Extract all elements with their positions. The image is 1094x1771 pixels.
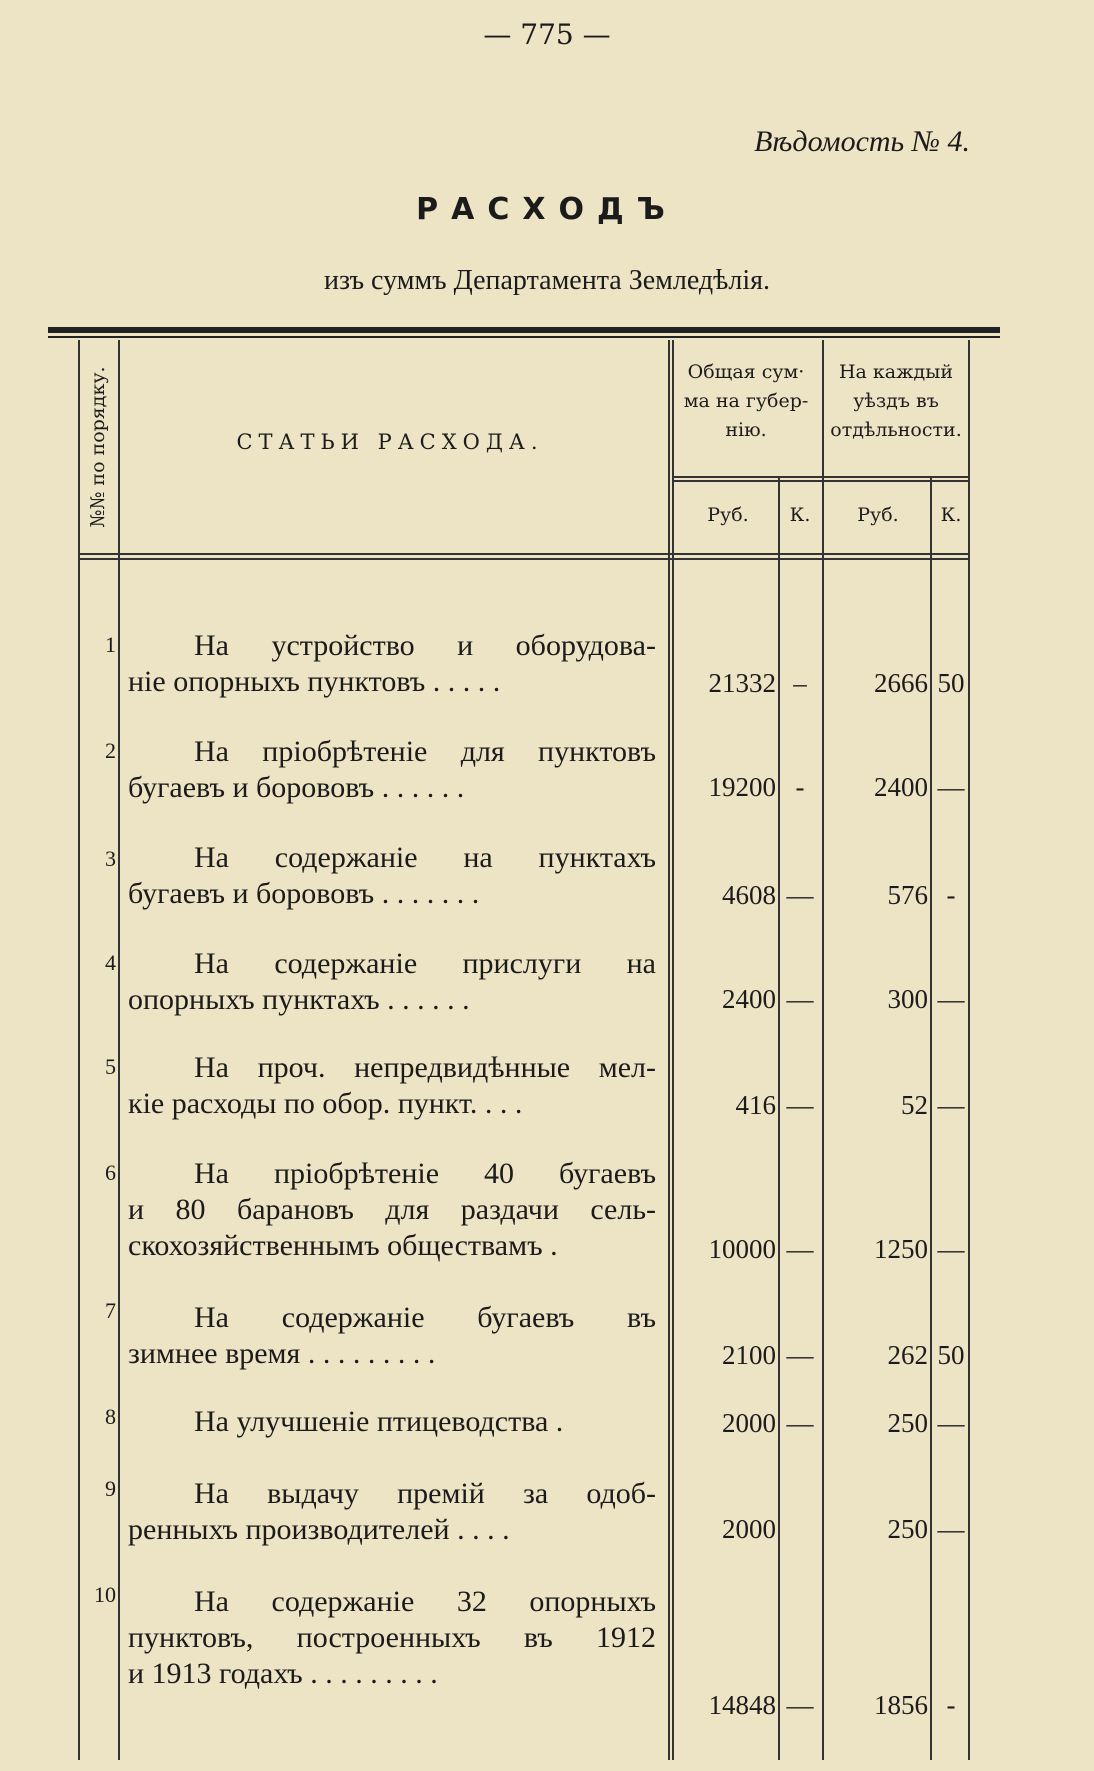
uezd-rub: 250	[887, 1408, 928, 1438]
row-description	[128, 1050, 656, 1122]
statement-label: Вѣдомость № 4.	[754, 125, 970, 158]
grid-line	[78, 558, 968, 560]
top-rule-thin	[48, 336, 1000, 338]
row-description	[128, 1156, 656, 1264]
uezd-rub: 2666	[874, 668, 928, 698]
total-rub: 2100	[722, 1340, 776, 1370]
row-description	[128, 1584, 656, 1692]
uezd-kop: —	[937, 1234, 965, 1264]
description-line: и 1913 годахъ . . . . . . . . .	[128, 1657, 438, 1690]
description-line: ренныхъ производителей . . . .	[128, 1513, 510, 1546]
row-description	[128, 1300, 656, 1372]
row-number: 4	[105, 950, 116, 975]
uezd-kop: -	[946, 1690, 956, 1720]
uezd-kop: —	[937, 1514, 965, 1544]
header-total-line: нію.	[725, 419, 767, 441]
description-line: скохозяйственнымъ обществамъ .	[128, 1229, 558, 1262]
header-rub-total: Руб.	[707, 504, 749, 526]
document-subtitle: изъ суммъ Департамента Земледѣлія.	[324, 265, 770, 296]
description-line: На пріобрѣтеніе 40 бугаевъ	[194, 1157, 656, 1190]
uezd-rub: 576	[887, 880, 928, 910]
total-rub: 416	[735, 1090, 776, 1120]
uezd-rub: 2400	[874, 772, 928, 802]
description-line: ніе опорныхъ пунктовъ . . . . .	[128, 665, 501, 698]
grid-line	[672, 480, 968, 482]
total-kop: —	[786, 984, 814, 1014]
grid-line	[930, 476, 932, 1760]
total-rub: 21332	[708, 668, 776, 698]
uezd-kop: 50	[937, 668, 965, 698]
header-total-line: ма на губер-	[683, 390, 809, 412]
uezd-kop: —	[937, 1090, 965, 1120]
uezd-kop: —	[937, 772, 965, 802]
header-row-number-text: №№ по порядку.	[87, 366, 109, 528]
grid-line	[78, 340, 80, 1760]
description-line: На выдачу премій за одоб-	[194, 1477, 656, 1510]
header-kop-uezd: К.	[940, 504, 962, 526]
grid-line	[118, 340, 120, 1760]
grid-line	[778, 476, 780, 1760]
header-total	[672, 358, 820, 445]
grid-line	[78, 553, 968, 555]
total-rub: 10000	[708, 1234, 776, 1264]
total-kop: –	[793, 668, 807, 698]
header-kop-total: К.	[789, 504, 811, 526]
row-description	[128, 840, 656, 912]
description-line: и 80 барановъ для раздачи сель-	[128, 1193, 656, 1226]
uezd-kop: -	[946, 880, 956, 910]
uezd-kop: —	[937, 1408, 965, 1438]
header-uezd	[826, 358, 966, 445]
description-line: На содержаніе на пунктахъ	[194, 841, 656, 874]
uezd-rub: 300	[887, 984, 928, 1014]
header-articles: СТАТЬИ РАСХОДА.	[236, 430, 544, 454]
description-line: На проч. непредвидѣнные мел-	[194, 1051, 656, 1084]
total-kop: —	[786, 1408, 814, 1438]
uezd-rub: 1856	[874, 1690, 928, 1720]
total-kop: -	[795, 772, 805, 802]
row-description	[128, 628, 656, 700]
header-uezd-line: отдѣльности.	[830, 419, 962, 441]
description-line: На устройство и оборудова-	[194, 629, 656, 662]
row-number: 2	[105, 738, 116, 763]
uezd-rub: 52	[901, 1090, 928, 1120]
total-rub: 19200	[708, 772, 776, 802]
row-number: 8	[105, 1404, 116, 1429]
description-line: опорныхъ пунктахъ . . . . . .	[128, 983, 470, 1016]
header-row-number	[82, 352, 114, 542]
row-number: 1	[105, 632, 116, 657]
total-rub: 2000	[722, 1514, 776, 1544]
description-line: На улучшеніе птицеводства .	[194, 1405, 564, 1438]
uezd-rub: 262	[887, 1340, 928, 1370]
row-number: 3	[105, 846, 116, 871]
description-line: зимнее время . . . . . . . . .	[128, 1337, 436, 1370]
grid-line	[968, 340, 970, 1760]
row-description	[128, 1404, 656, 1440]
total-rub: 14848	[708, 1690, 776, 1720]
total-rub: 2000	[722, 1408, 776, 1438]
row-number: 6	[105, 1160, 116, 1185]
description-line: бугаевъ и борововъ . . . . . .	[128, 771, 465, 804]
top-rule-thick	[48, 327, 1000, 333]
uezd-kop: —	[937, 984, 965, 1014]
total-kop: —	[786, 1340, 814, 1370]
row-description	[128, 946, 656, 1018]
row-number: 7	[105, 1298, 116, 1323]
row-number: 9	[105, 1476, 116, 1501]
description-line: На содержаніе 32 опорныхъ	[194, 1585, 656, 1618]
total-kop: —	[786, 1090, 814, 1120]
description-line: На пріобрѣтеніе для пунктовъ	[194, 735, 656, 768]
grid-line	[672, 340, 674, 1760]
row-description	[128, 734, 656, 806]
total-rub: 4608	[722, 880, 776, 910]
header-total-line: Общая сум·	[687, 361, 805, 383]
uezd-rub: 250	[887, 1514, 928, 1544]
description-line: бугаевъ и борововъ . . . . . . .	[128, 877, 480, 910]
row-description	[128, 1476, 656, 1548]
description-line: На содержаніе бугаевъ въ	[194, 1301, 656, 1334]
uezd-rub: 1250	[874, 1234, 928, 1264]
uezd-kop: 50	[937, 1340, 965, 1370]
description-line: пунктовъ, построенныхъ въ 1912	[128, 1621, 656, 1654]
header-rub-uezd: Руб.	[857, 504, 899, 526]
description-line: кіе расходы по обор. пункт. . . .	[128, 1087, 523, 1120]
header-uezd-line: уѣздъ въ	[853, 390, 939, 412]
grid-line	[668, 340, 670, 1760]
grid-line	[822, 340, 824, 1760]
total-kop: —	[786, 880, 814, 910]
row-number: 5	[105, 1054, 116, 1079]
row-number: 10	[94, 1582, 116, 1607]
total-kop: —	[786, 1690, 814, 1720]
header-uezd-line: На каждый	[838, 361, 954, 383]
page-number: — 775 —	[483, 18, 611, 51]
document-title: РАСХОДЪ	[416, 192, 678, 227]
description-line: На содержаніе прислуги на	[194, 947, 656, 980]
grid-line	[672, 476, 968, 478]
total-kop: —	[786, 1234, 814, 1264]
total-rub: 2400	[722, 984, 776, 1014]
